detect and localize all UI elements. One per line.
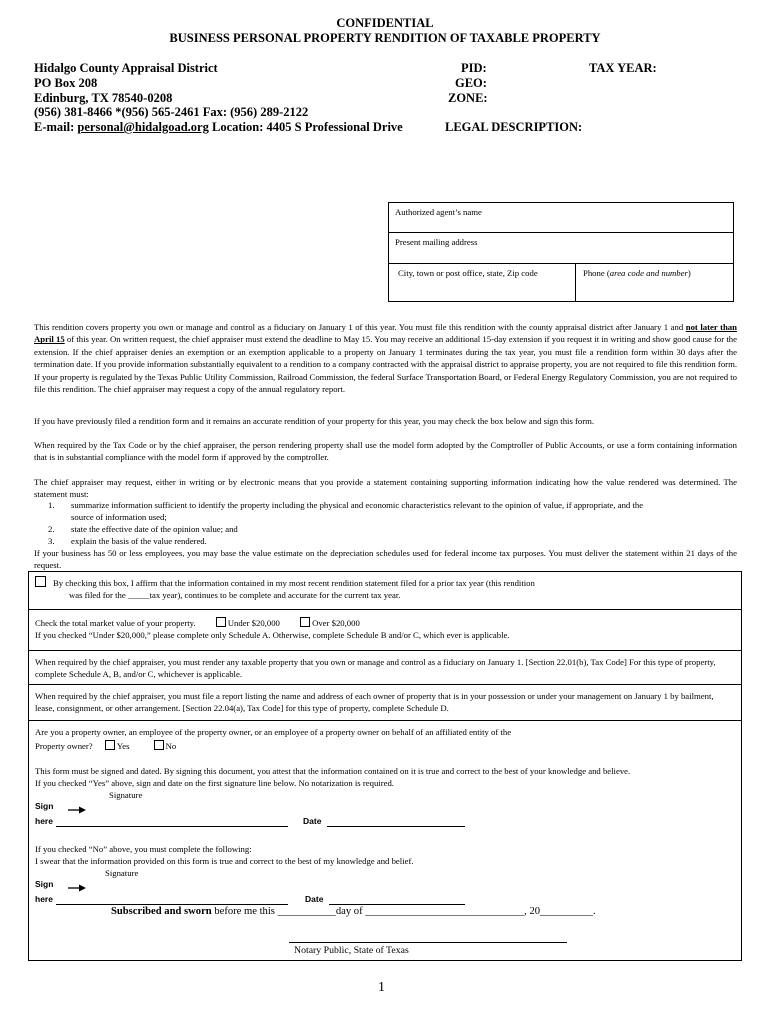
no-note-2: I swear that the information provided on this form is true and correct to the best of my knowledge and belief. [35,856,414,866]
signing-note-1: This form must be signed and dated. By signing this document, you attest that the information contained on it is true and correct to the best of your knowledge and believe. [35,766,631,776]
list-item: explain the basis of the value rendered. [71,536,207,546]
notary-label: Notary Public, State of Texas [294,945,409,956]
mailing-address-field[interactable]: Present mailing address [395,237,478,247]
phone-field[interactable]: Phone (area code and number) [583,268,691,278]
bailment-section: When required by the chief appraiser, you must file a report listing the name and address of each owner of property that is in your possession or under your management on January 1 by bailment, lease, consignment, or other arrangement. [Section 22.04(a), Tax Code] for this type of property, complete Schedule D. [35,691,714,714]
affirmation-box [28,571,742,961]
rendition-intro-paragraph: This rendition covers property you own or manage and control as a fiduciary on January 1 of this year. You must file this rendition with the county appraisal district after January 1 and not later than April 15 of this year. On written request, the chief appraiser must extend the deadline to May 15. You may receive an additional 15-day extension if you request it in writing and show good cause for the extension. If the chief appraiser denies an exemption or an exemption applicable to a property on January 1 terminates during the tax year, you must file a rendition form within 30 days after the termination date. If you provide information substantially equivalent to a rendition to a company contracted with the appraisal district to appraise property, you are not required to file this rendition form. If your property is regulated by the Texas Public Utility Commission, Railroad Commission, the federal Surface Transportation Board, or Federal Energy Regulatory Commission, you are not required to file this rendition. The chief appraiser may request a copy of the annual regulatory report. [34,322,737,395]
subscribed-sworn-line: Subscribed and sworn before me this ___________day of ______________________________, 20__________. [111,906,596,917]
affirm-line-1: By checking this box, I affirm that the information contained in my most recent rendition statement filed for a prior tax year (this rendition [35,576,535,588]
previous-filing-paragraph: If you have previously filed a rendition form and it remains an accurate rendition of your property for this year, you may check the box below and sign this form. [34,416,595,426]
arrow-right-icon [67,883,87,893]
district-box: PO Box 208 [34,76,98,90]
form-confidential-heading: CONFIDENTIAL [336,16,434,30]
signing-note-2: If you checked “Yes” above, sign and date on the first signature line below. No notarization is required. [35,778,394,788]
owner-yes-checkbox[interactable] [105,740,115,750]
form-title: BUSINESS PERSONAL PROPERTY RENDITION OF TAXABLE PROPERTY [169,31,601,45]
fiduciary-section: When required by the chief appraiser, you must render any taxable property that you own or manage and control as a fiduciary on January 1. [Section 22.01(b), Tax Code] For this type of property, complete Schedule A, B, and/or C, whichever is applicable. [35,657,716,680]
legal-description-label: LEGAL DESCRIPTION: [445,120,583,134]
list-item-num: 1. [48,500,55,510]
district-phones: (956) 381-8466 *(956) 565-2461 Fax: (956) 289-2122 [34,105,309,119]
date-line-2[interactable] [329,904,465,905]
signature-caption: Signature [105,868,139,878]
date-label: Date [303,816,322,826]
tax-year-label: TAX YEAR: [589,61,657,75]
district-email-link[interactable]: personal@hidalgoad.org [77,120,209,134]
owner-question-options: Property owner? Yes No [35,741,177,751]
district-city: Edinburg, TX 78540-0208 [34,91,173,105]
list-item: source of information used; [71,512,167,522]
date-line-1[interactable] [327,826,465,827]
list-item: summarize information sufficient to identify the property including the physical and economic characteristics relevant to the opinion of value, if appropriate, and the [71,500,644,510]
sign-label: Sign [35,801,54,811]
signature-line-2[interactable] [56,904,288,905]
district-email-line: E-mail: personal@hidalgoad.org Location: 4405 S Professional Drive [34,120,403,134]
no-note-1: If you checked “No” above, you must complete the following: [35,844,252,854]
affirm-checkbox[interactable] [35,576,46,587]
owner-no-checkbox[interactable] [154,740,164,750]
signature-line-1[interactable] [56,826,288,827]
sign-label: Sign [35,879,54,889]
zone-label: ZONE: [448,91,488,105]
geo-label: GEO: [455,76,487,90]
date-label: Date [305,894,324,904]
agent-info-box [388,202,734,302]
pid-label: PID: [461,61,487,75]
under-20000-checkbox[interactable] [216,617,226,627]
notary-signature-line[interactable] [289,942,567,943]
list-item-num: 2. [48,524,55,534]
city-zip-field[interactable]: City, town or post office, state, Zip code [398,268,538,278]
affirm-line-2: was filed for the _____tax year), continues to be complete and accurate for the current tax year. [69,590,401,600]
here-label: here [35,894,53,904]
model-form-paragraph: When required by the Tax Code or by the chief appraiser, the person rendering property shall use the model form adopted by the Comptroller of Public Accounts, or use a form containing information that is in substantial compliance with the model form if approved by the comptroller. [34,440,737,463]
arrow-right-icon [67,805,87,815]
statement-request-paragraph: The chief appraiser may request, either in writing or by electronic means that you provide a statement containing supporting information indicating how the value rendered was determined. The statement must: [34,477,737,500]
agent-name-field[interactable]: Authorized agent’s name [395,207,482,217]
signature-caption: Signature [109,790,143,800]
here-label: here [35,816,53,826]
district-name: Hidalgo County Appraisal District [34,61,218,75]
market-value-row: Check the total market value of your property. Under $20,000 Over $20,000 [35,618,360,628]
over-20000-checkbox[interactable] [300,617,310,627]
owner-question: Are you a property owner, an employee of the property owner, or an employee of a property owner on behalf of an affiliated entity of the [35,727,512,737]
list-item-num: 3. [48,536,55,546]
list-item: state the effective date of the opinion value; and [71,524,238,534]
market-value-note: If you checked “Under $20,000,” please complete only Schedule A. Otherwise, complete Schedule B and/or C, which ever is applicable. [35,630,510,640]
page-number: 1 [378,980,385,995]
small-business-paragraph: If your business has 50 or less employees, you may base the value estimate on the depreciation schedules used for federal income tax purposes. You must deliver the statement within 21 days of the request. [34,548,737,571]
